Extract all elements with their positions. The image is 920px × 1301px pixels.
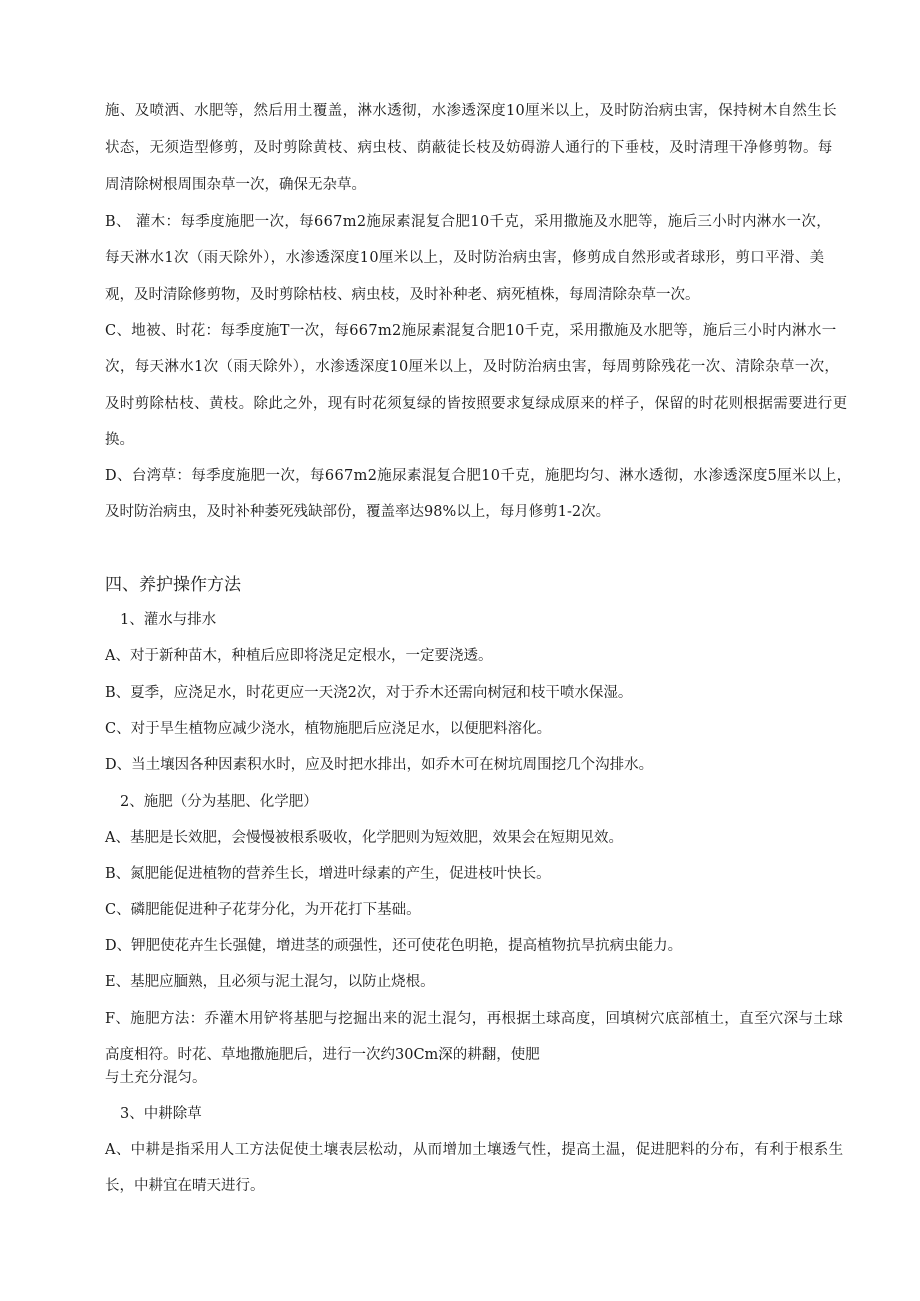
sub-2-title: 2、施肥（分为基肥、化学肥）: [120, 794, 318, 810]
section-c-line-3: 及时剪除枯枝、黄枝。除此之外，现有时花须复绿的皆按照要求复绿成原来的样子，保留的时花则根据需要进行更: [105, 396, 848, 412]
section-b-line-2: 每天淋水1次（雨天除外），水渗透深度10厘米以上，及时防治病虫害，修剪成自然形或者球形，剪口平滑、美: [105, 250, 825, 266]
section-d-line-2: 及时防治病虫，及时补种萎死残缺部份，覆盖率达98%以上，每月修剪1-2次。: [105, 504, 611, 520]
sub-1-item-d: D、当土壤因各种因素积水时，应及时把水排出，如乔木可在树坑周围挖几个沟排水。: [105, 757, 654, 773]
section-c-line-2: 次，每天淋水1次（雨天除外），水渗透深度10厘米以上，及时防治病虫害，每周剪除残花一次、清除杂草一次，: [105, 359, 840, 375]
section-d-line-1: D、台湾草：每季度施肥一次，每667m2施尿素混复合肥10千克，施肥均匀、淋水透彻，水渗透深度5厘米以上，: [105, 468, 852, 484]
sub-2-item-f-line-2: 高度相符。时花、草地撒施肥后，进行一次约30Cm深的耕翻，使肥: [105, 1047, 540, 1063]
section-4-heading: 四、养护操作方法: [105, 575, 241, 595]
section-c-line-4: 换。: [105, 432, 134, 448]
section-b-line-1: B、 灌木：每季度施肥一次，每667m2施尿素混复合肥10千克，采用撒施及水肥等，施后三小时内淋水一次，: [105, 214, 832, 230]
sub-2-item-e: E、基肥应腼熟，且必须与泥土混匀，以防止烧根。: [105, 974, 435, 990]
sub-1-item-b: B、夏季，应浇足水，时花更应一天浇2次，对于乔木还需向树冠和枝干喷水保湿。: [105, 685, 633, 701]
sub-3-title: 3、中耕除草: [120, 1106, 202, 1122]
sub-1-item-a: A、对于新种苗木，种植后应即将浇足定根水，一定要浇透。: [105, 648, 493, 664]
intro-line-3: 周清除树根周围杂草一次，确保无杂草。: [105, 177, 366, 193]
sub-2-item-f-line-3: 与土充分混匀。: [105, 1070, 207, 1086]
section-c-line-1: C、地被、时花：每季度施T一次，每667m2施尿素混复合肥10千克，采用撒施及水肥等，施后三小时内淋水一: [105, 323, 837, 339]
intro-line-1: 施、及喷洒、水肥等，然后用土覆盖，淋水透彻，水渗透深度10厘米以上，及时防治病虫害，保持树木自然生长: [105, 103, 837, 119]
sub-2-item-d: D、钾肥使花卉生长强健，增进茎的顽强性，还可使花色明艳，提高植物抗旱抗病虫能力。: [105, 938, 683, 954]
sub-3-item-a-line-1: A、中耕是指采用人工方法促使土壤表层松动，从而增加土壤透气性，提高土温，促进肥料的分布，有利于根系生: [105, 1142, 844, 1158]
sub-3-item-a-line-2: 长，中耕宜在晴天进行。: [105, 1178, 265, 1194]
sub-1-item-c: C、对于旱生植物应减少浇水，植物施肥后应浇足水，以便肥料溶化。: [105, 721, 552, 737]
section-b-line-3: 观，及时清除修剪物，及时剪除枯枝、病虫枝，及时补种老、病死植株，每周清除杂草一次。: [105, 287, 700, 303]
sub-1-title: 1、灌水与排水: [120, 612, 217, 628]
intro-line-2: 状态，无须造型修剪，及时剪除黄枝、病虫枝、荫蔽徒长枝及妨碍游人通行的下垂枝，及时清理干净修剪物。每: [105, 140, 833, 156]
sub-2-item-a: A、基肥是长效肥，会慢慢被根系吸收，化学肥则为短效肥，效果会在短期见效。: [105, 830, 623, 846]
sub-2-item-b: B、氮肥能促进植物的营养生长，增进叶绿素的产生，促进枝叶快长。: [105, 866, 551, 882]
sub-2-item-c: C、磷肥能促进种子花芽分化，为开花打下基础。: [105, 902, 421, 918]
sub-2-item-f-line-1: F、施肥方法：乔灌木用铲将基肥与挖掘出来的泥土混匀，再根据土球高度，回填树穴底部植土，直至穴深与土球: [105, 1011, 844, 1027]
